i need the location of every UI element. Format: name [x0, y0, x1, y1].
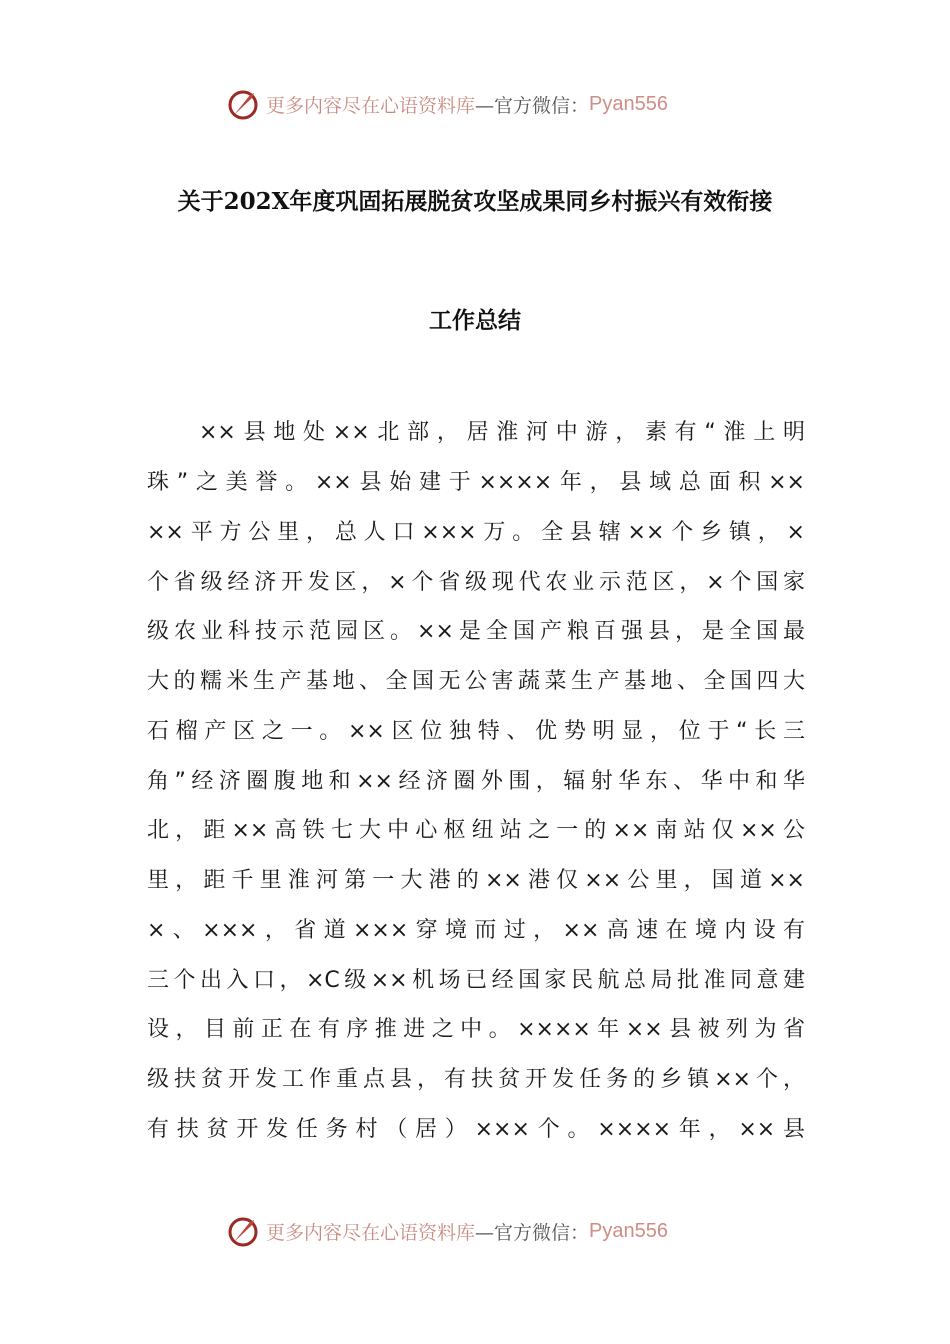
banner-wechat-id: Pyan556	[589, 92, 668, 115]
quill-pen-logo-icon	[226, 1214, 260, 1248]
header-banner	[226, 84, 726, 124]
banner-wechat-id: Pyan556	[589, 1219, 668, 1242]
body-line: ××平方公里，总人口×××万。全县辖××个乡镇，×	[147, 520, 805, 545]
body-line: 设，目前正在有序推进之中。××××年××县被列为省	[147, 1017, 805, 1042]
body-line: 角”经济圈腹地和××经济圈外围，辐射华东、华中和华	[147, 769, 805, 794]
body-line: 大的糯米生产基地、全国无公害蔬菜生产基地、全国四大	[147, 669, 805, 694]
body-line: 北，距××高铁七大中心枢纽站之一的××南站仅××公	[147, 818, 805, 843]
banner-wechat-label: —官方微信：	[475, 94, 590, 117]
body-line: 里，距千里淮河第一大港的××港仅××公里，国道××	[147, 868, 805, 893]
body-line: ××县地处××北部，居淮河中游，素有“淮上明	[199, 420, 805, 445]
quill-pen-logo-icon	[226, 87, 260, 121]
body-line: 级扶贫开发工作重点县，有扶贫开发任务的乡镇××个，	[147, 1067, 805, 1092]
body-line: ×、×××，省道×××穿境而过，××高速在境内设有	[147, 918, 805, 943]
banner-text: 更多内容尽在心语资料库	[266, 94, 476, 117]
banner-text: 更多内容尽在心语资料库	[266, 1221, 476, 1244]
banner-wechat-label: —官方微信：	[475, 1221, 590, 1244]
body-line: 三个出入口，×C级××机场已经国家民航总局批准同意建	[147, 968, 805, 993]
body-line: 石榴产区之一。××区位独特、优势明显，位于“长三	[147, 719, 805, 744]
body-line: 个省级经济开发区，×个省级现代农业示范区，×个国家	[147, 570, 805, 595]
footer-banner	[226, 1211, 726, 1251]
body-line: 有扶贫开发任务村（居）×××个。××××年，××县	[147, 1117, 805, 1142]
document-title-line2: 工作总结	[429, 307, 521, 334]
document-title-line1: 关于202X年度巩固拓展脱贫攻坚成果同乡村振兴有效衔接	[177, 188, 773, 215]
body-line: 级农业科技示范园区。××是全国产粮百强县，是全国最	[147, 619, 805, 644]
body-line: 珠”之美誉。××县始建于××××年，县域总面积××	[147, 470, 805, 495]
